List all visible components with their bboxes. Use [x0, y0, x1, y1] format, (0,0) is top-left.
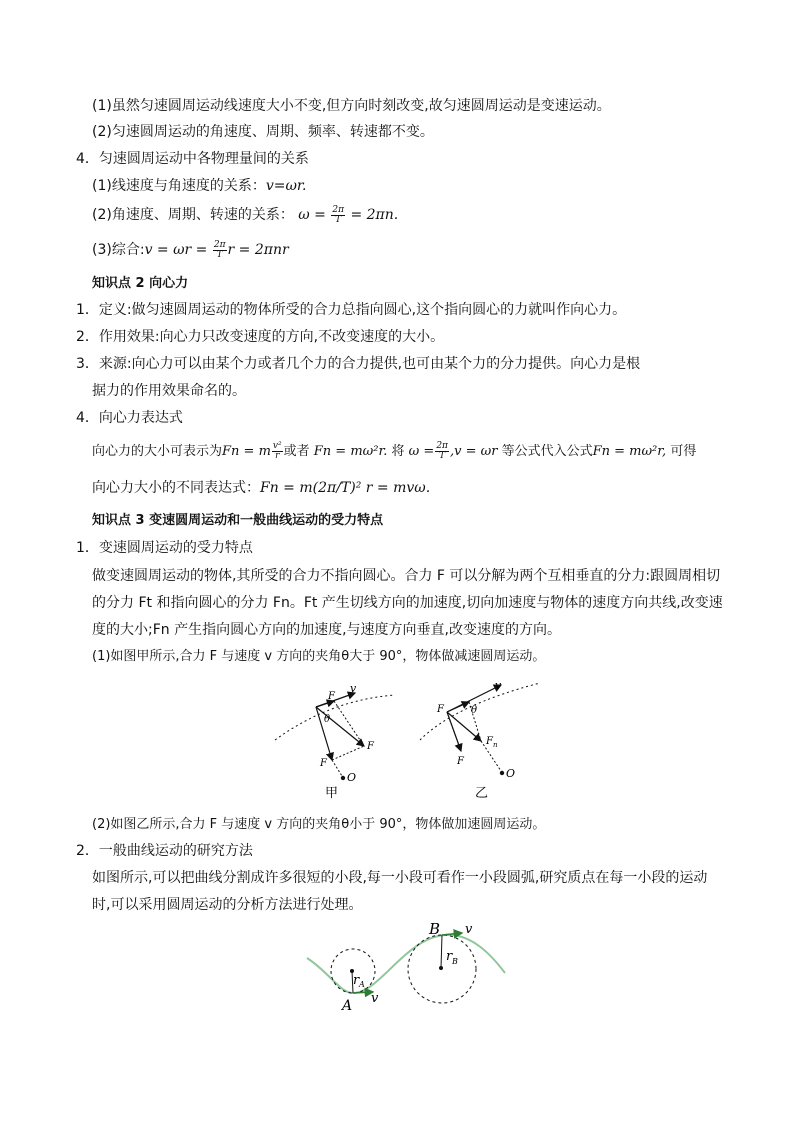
label-fn: F [486, 736, 493, 747]
label-o: O [347, 771, 357, 784]
relations-heading: 4．匀速圆周运动中各物理量间的关系 [76, 151, 309, 167]
frac-den: T [335, 214, 342, 225]
p4-f1: Fn = m [222, 444, 271, 459]
frac-den: T [216, 249, 223, 260]
relation-3-label: (3)综合: [92, 242, 145, 258]
kp3-s2-heading: 2．一般曲线运动的研究方法 [76, 843, 253, 859]
kp2-p4-line2 [92, 478, 430, 498]
p4-f1-fraction [272, 442, 283, 461]
figure-curve [305, 918, 515, 1013]
figure-yi [415, 675, 545, 801]
kp2-title: 知识点 2 向心力 [92, 276, 189, 291]
label-b: B [429, 920, 441, 938]
center-o [500, 771, 504, 775]
relation-2-fraction [331, 206, 345, 225]
kp2-p3b: 据力的作用效果命名的。 [92, 383, 246, 399]
relation-1-formula: v=ωr. [265, 178, 307, 194]
radius-b [441, 935, 442, 968]
resultant-f-arrow [316, 707, 364, 746]
label-vb: v [465, 922, 473, 937]
kp3-s1-p3: 度的大小;Fn 产生指向圆心方向的加速度,与速度方向垂直,改变速度的方向。 [92, 622, 561, 638]
frac-num: 2π [332, 204, 345, 215]
figure-jia [270, 680, 400, 800]
label-ra: r [353, 973, 360, 988]
label-fn: F [320, 758, 327, 769]
label-v: v [495, 679, 502, 692]
label-ra-sub: A [359, 980, 365, 989]
label-rb-sub: B [452, 957, 458, 966]
p4-f3-fraction [435, 442, 449, 461]
kp2-p1: 1．定义:做匀速圆周运动的物体所受的合力总指向圆心,这个指向圆心的力就叫作向心力。 [76, 302, 627, 318]
dashed-line [334, 701, 364, 746]
frac-num: 2π [213, 239, 226, 250]
label-f: F [457, 756, 464, 767]
p4-text4: 等公式代入公式 [501, 444, 593, 459]
kp3-s2-p2: 时,可以采用圆周运动的分析方法进行处理。 [92, 897, 363, 913]
note-1: (1)虽然匀速圆周运动线速度大小不变,但方向时刻改变,故匀速圆周运动是变速运动。 [92, 98, 611, 114]
caption-jia: 甲 [325, 786, 339, 801]
relation-2-label: (2)角速度、周期、转速的关系： [92, 207, 294, 223]
p4-f2: Fn = mω²r. [313, 444, 388, 459]
label-ft: F [437, 704, 444, 715]
kp3-s1-heading: 1．变速圆周运动的受力特点 [76, 540, 253, 556]
relation-2 [92, 205, 398, 225]
kp2-p4-heading: 4．向心力表达式 [76, 410, 183, 426]
label-o: O [506, 767, 516, 780]
frac-den: r [275, 451, 280, 461]
radius-dashed [332, 760, 342, 776]
p4-f5: Fn = mω²r, [592, 444, 667, 459]
relation-1-label: (1)线速度与角速度的关系： [92, 178, 266, 194]
ft-arrow [447, 702, 469, 712]
p4-line2-formula: Fn = m(2π/T)² r = mvω. [260, 480, 431, 496]
label-f: F [367, 741, 374, 752]
kp3-s2-p1: 如图所示,可以把曲线分割成许多很短的小段,每一小段可看作一小段圆弧,研究质点在每一小段的运动 [92, 870, 708, 886]
kp3-title: 知识点 3 变速圆周运动和一般曲线运动的受力特点 [92, 513, 384, 528]
label-a: A [342, 998, 353, 1014]
curve-path [307, 935, 505, 993]
p4-f3: ω = [408, 444, 435, 459]
frac-num: 2π [436, 441, 448, 451]
relation-3-fraction [213, 241, 227, 260]
label-fn-sub: n [493, 741, 498, 749]
kp2-p3a: 3．来源:向心力可以由某个力或者几个力的合力提供,也可由某个力的分力提供。向心力是根 [76, 356, 641, 372]
label-theta: θ [324, 714, 331, 725]
p4-f4: ,v = ωr [449, 444, 498, 459]
label-theta: θ [471, 705, 478, 716]
velocity-b-arrow [442, 933, 462, 935]
kp2-p2: 2．作用效果:向心力只改变速度的方向,不改变速度的大小。 [76, 329, 445, 345]
frac-num: v² [272, 441, 282, 451]
p4-text5: 可得 [670, 444, 697, 459]
kp3-s1-c2: (2)如图乙所示,合力 F 与速度 v 方向的夹角θ小于 90°，物体做加速圆周运动。 [92, 817, 546, 832]
kp3-s1-c1: (1)如图甲所示,合力 F 与速度 v 方向的夹角θ大于 90°，物体做减速圆周运动。 [92, 649, 546, 664]
kp2-p4-line1 [92, 442, 696, 462]
relation-3 [92, 240, 289, 260]
kp3-s1-p2: 的分力 Ft 和指向圆心的分力 Fn。Ft 产生切线方向的加速度,切向加速度与物体的速度方向共线,改变速 [92, 595, 723, 611]
label-v: v [350, 682, 357, 695]
note-2: (2)匀速圆周运动的角速度、周期、频率、转速都不变。 [92, 124, 434, 140]
frac-den: T [439, 451, 446, 461]
velocity-a-arrow [353, 992, 373, 993]
label-ft: F [328, 691, 335, 702]
dashed-line [332, 746, 364, 760]
relation-3-rhs: r = 2πnr [227, 242, 289, 258]
center-o [341, 776, 345, 780]
p4-text3: 将 [391, 444, 405, 459]
label-va: v [371, 991, 379, 1006]
label-rb: r [446, 949, 453, 964]
p4-line2-text: 向心力大小的不同表达式： [92, 480, 260, 496]
relation-2-rhs: = 2πn. [350, 207, 399, 223]
p4-text1: 向心力的大小可表示为 [92, 444, 223, 459]
kp3-s1-p1: 做变速圆周运动的物体,其所受的合力不指向圆心。合力 F 可以分解为两个互相垂直的分力:跟圆周相切 [92, 568, 721, 584]
relation-1 [92, 176, 307, 196]
relation-2-lhs: ω = [298, 207, 326, 223]
relation-3-lhs: v = ωr = [144, 242, 208, 258]
caption-yi: 乙 [475, 786, 489, 801]
p4-text2: 或者 [283, 444, 310, 459]
